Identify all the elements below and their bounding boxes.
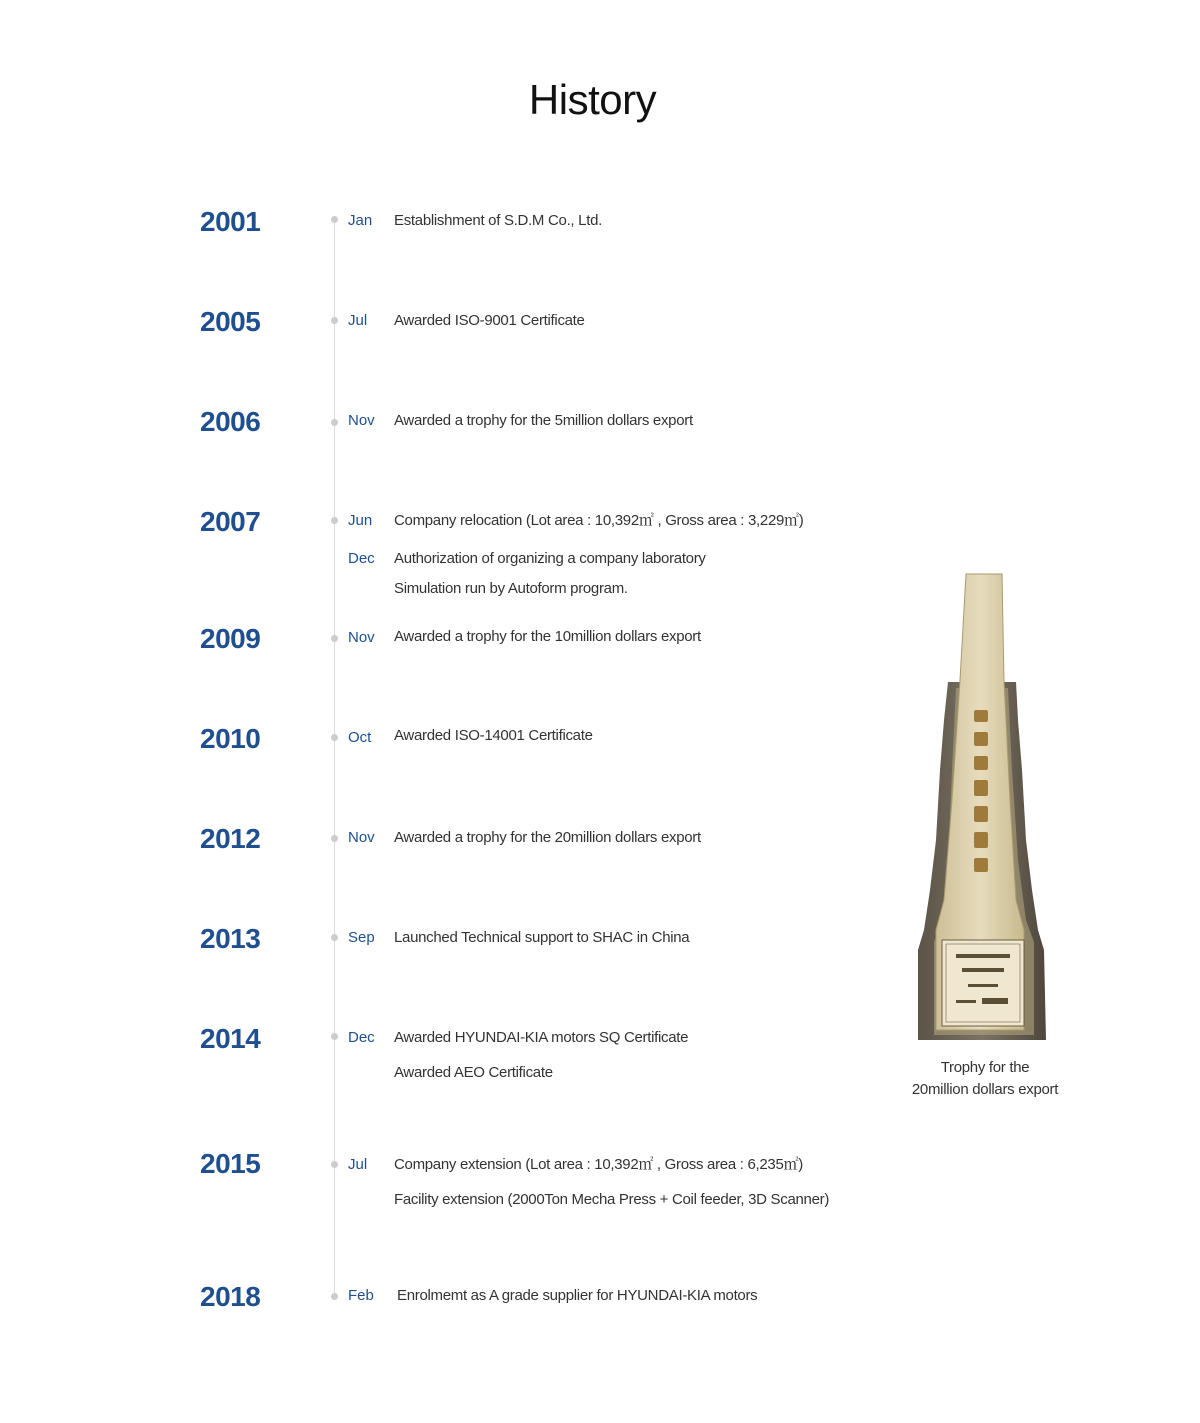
timeline-event-text: Awarded HYUNDAI-KIA motors SQ Certificate: [394, 1029, 689, 1046]
timeline-event-text: Launched Technical support to SHAC in China: [394, 929, 690, 946]
timeline-month: Feb: [348, 1287, 374, 1304]
timeline-event-text: Facility extension (2000Ton Mecha Press + Coil feeder, 3D Scanner): [394, 1191, 830, 1208]
timeline-dot: [331, 419, 338, 426]
timeline-year: 2007: [200, 506, 261, 537]
timeline-dot: [331, 517, 338, 524]
timeline-year: 2010: [200, 723, 261, 754]
timeline-dot: [331, 1161, 338, 1168]
timeline-month: Nov: [348, 829, 375, 846]
timeline-month: Nov: [348, 629, 375, 646]
timeline-event-text: Awarded ISO-14001 Certificate: [394, 727, 593, 744]
timeline-dot: [331, 216, 338, 223]
trophy-image: [912, 570, 1052, 1042]
timeline-year: 2005: [200, 306, 261, 337]
timeline-month: Dec: [348, 550, 375, 567]
timeline-event-text: Simulation run by Autoform program.: [394, 580, 628, 597]
timeline-month: Jul: [348, 1156, 368, 1173]
timeline-dot: [331, 934, 338, 941]
timeline-dot: [331, 835, 338, 842]
timeline-event-text: Enrolmemt as A grade supplier for HYUNDAI-KIA motors: [397, 1287, 758, 1304]
timeline-month: Oct: [348, 729, 372, 746]
timeline-month: Dec: [348, 1029, 375, 1046]
page-title: History: [528, 76, 657, 123]
timeline-month: Sep: [348, 929, 375, 946]
timeline-event-text: Awarded ISO-9001 Certificate: [394, 312, 585, 329]
timeline-year: 2012: [200, 823, 261, 854]
timeline-event-text: Company relocation (Lot area : 10,392㎡ , Gross area : 3,229㎡): [394, 512, 804, 529]
timeline-month: Nov: [348, 412, 375, 429]
timeline-year: 2001: [200, 206, 261, 237]
timeline-year: 2009: [200, 623, 261, 654]
trophy-caption-line: 20million dollars export: [911, 1081, 1059, 1098]
timeline-event-text: Awarded AEO Certificate: [394, 1064, 553, 1081]
timeline-year: 2013: [200, 923, 261, 954]
timeline-year: 2015: [200, 1148, 261, 1179]
timeline-event-text: Awarded a trophy for the 5million dollars export: [394, 412, 693, 429]
timeline-event-text: Establishment of S.D.M Co., Ltd.: [394, 212, 602, 229]
timeline-dot: [331, 1293, 338, 1300]
timeline-event-text: Awarded a trophy for the 10million dollars export: [394, 628, 701, 645]
timeline-year: 2014: [200, 1023, 261, 1054]
timeline-event-text: Awarded a trophy for the 20million dollars export: [394, 829, 701, 846]
timeline-dot: [331, 317, 338, 324]
trophy-caption: [890, 1057, 1080, 1101]
timeline-event-text: Authorization of organizing a company laboratory: [394, 550, 706, 567]
timeline-dot: [331, 1033, 338, 1040]
timeline-month: Jun: [348, 512, 373, 529]
timeline-dot: [331, 734, 338, 741]
timeline-month: Jul: [348, 312, 368, 329]
timeline-year: 2018: [200, 1281, 261, 1312]
trophy-caption-line: Trophy for the: [940, 1059, 1030, 1076]
timeline-line: [334, 216, 335, 1299]
timeline-year: 2006: [200, 406, 261, 437]
timeline-month: Jan: [348, 212, 373, 229]
timeline-event-text: Company extension (Lot area : 10,392㎡ , Gross area : 6,235㎡): [394, 1156, 803, 1173]
timeline-dot: [331, 635, 338, 642]
